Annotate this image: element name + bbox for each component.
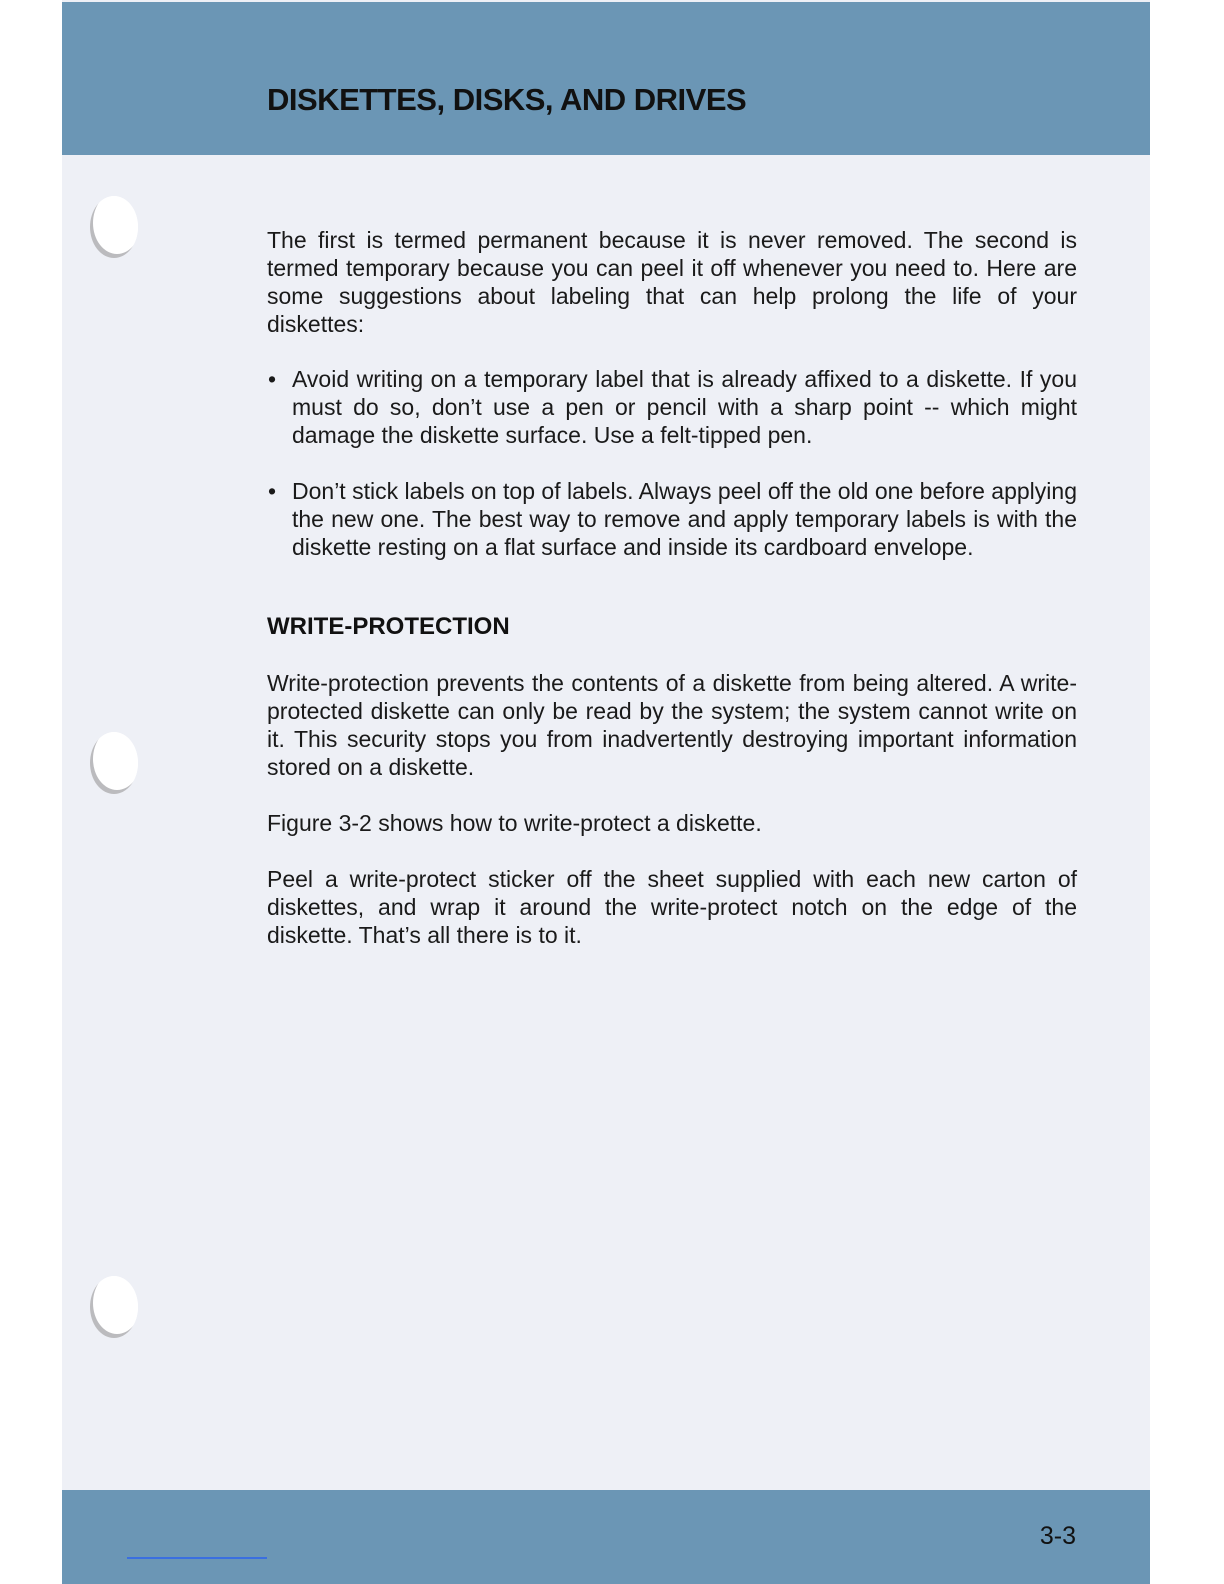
- paragraph: Figure 3-2 shows how to write-protect a diskette.: [267, 810, 762, 836]
- page-number: 3-3: [1039, 1522, 1076, 1550]
- header-band: [62, 2, 1150, 155]
- bullet-text: Avoid writing on a temporary label that is already affixed to a diskette. If you must do so, don’t use a pen or pencil with a sharp point -- which might damage the diskette surface. Use a felt-tipped pen.: [292, 366, 1077, 448]
- bullet-icon: •: [268, 478, 277, 504]
- section-heading: WRITE-PROTECTION: [267, 613, 510, 640]
- bullet-icon: •: [268, 366, 277, 392]
- binder-hole-bottom: [90, 1276, 138, 1338]
- list-item: [267, 365, 1077, 449]
- document-page: [62, 0, 1150, 1584]
- edge-underline-mark: [127, 1557, 267, 1559]
- chapter-title: DISKETTES, DISKS, AND DRIVES: [267, 82, 747, 117]
- page-content: [267, 226, 1077, 977]
- footer-band: [62, 1490, 1150, 1584]
- binder-hole-top: [90, 196, 138, 258]
- bullet-text: Don’t stick labels on top of labels. Always peel off the old one before applying the new one. The best way to remove and apply temporary labels is with the diskette resting on a flat surface and inside its cardboard envelope.: [292, 478, 1077, 560]
- paragraph: Write-protection prevents the contents of a diskette from being altered. A write-protected diskette can only be read by the system; the system cannot write on it. This security stops you from inadvertently destroying important information stored on a diskette.: [267, 670, 1077, 780]
- list-item: [267, 477, 1077, 561]
- intro-paragraph: The first is termed permanent because it is never removed. The second is termed temporary because you can peel it off whenever you need to. Here are some suggestions about labeling that can help prolong the life of your diskettes:: [267, 227, 1077, 337]
- binder-hole-middle: [90, 732, 138, 794]
- paragraph: Peel a write-protect sticker off the sheet supplied with each new carton of diskettes, and wrap it around the write-protect notch on the edge of the diskette. That’s all there is to it.: [267, 866, 1077, 948]
- labeling-tips-list: [267, 365, 1077, 561]
